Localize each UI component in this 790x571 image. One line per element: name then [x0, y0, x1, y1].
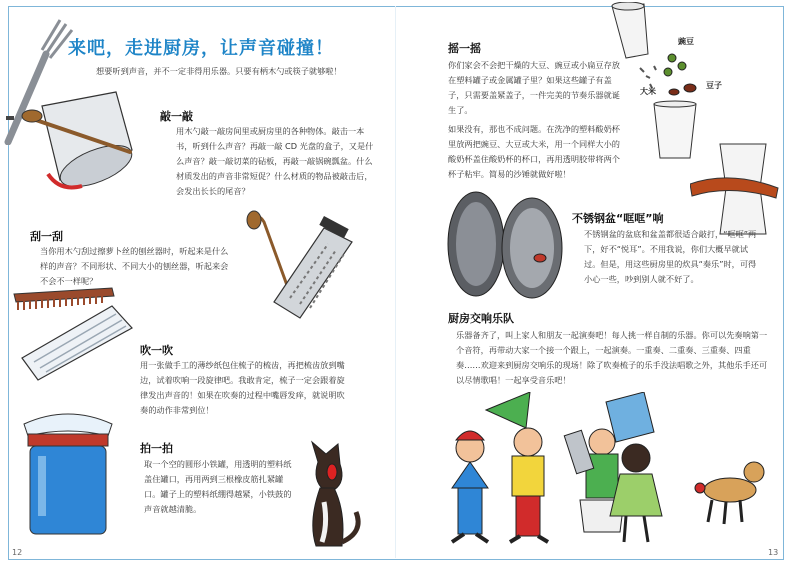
label-bean: 豆子	[706, 81, 722, 90]
comb-in-tissue-illustration	[16, 296, 136, 386]
kitchen-band-kids-illustration	[430, 392, 785, 547]
heading-knock: 敲一敲	[160, 110, 193, 123]
pot-with-spoon-illustration	[20, 86, 160, 196]
heading-shake: 摇一摇	[448, 42, 481, 55]
label-rice: 大米	[640, 87, 656, 96]
shaker-illustration	[690, 140, 780, 240]
page-number-right: 13	[768, 548, 779, 557]
text-blow: 用一张做手工的薄纱纸包住梳子的梳齿，再把梳齿放到嘴边，试着吹响一段旋律吧。我敢肯定，梳子一定会跟着旋律发出声音的！如果在吹奏的过程中嘴唇发痒，就说明吹奏的动作非常到位！	[140, 360, 345, 415]
page-title: 来吧，走进厨房，让声音碰撞！	[68, 38, 334, 59]
heading-band: 厨房交响乐队	[448, 312, 514, 325]
heading-pat: 拍一拍	[140, 442, 173, 455]
label-pea: 豌豆	[678, 37, 694, 46]
text-pat: 取一个空的圆形小铁罐，用透明的塑料纸盖住罐口，再用两到三根橡皮筋扎紧罐口。罐子上的塑料纸绷得越紧，小铁鼓的声音就越清脆。	[144, 459, 292, 514]
tin-can-drum-illustration	[18, 404, 118, 539]
heading-blow: 吹一吹	[140, 344, 173, 357]
heading-bowl: 不锈钢盆“哐哐”响	[572, 212, 664, 225]
page-number-left: 12	[12, 548, 23, 557]
cat-illustration	[298, 432, 368, 552]
text-shake-1: 你们家会不会把干燥的大豆、豌豆或小扁豆存放在塑料罐子或金属罐子里？如果这些罐子有盖子，只需要盖紧盖子，一件完美的节奏乐器就诞生了。	[448, 60, 620, 115]
text-knock: 用木勺敲一敲房间里或厨房里的各种物体。敲击一本书，听到什么声音？再敲一敲 CD 光盘的盒子，又是什么声音？敲一敲切菜的砧板，再敲一敲锅碗瓢盆。什么材质发出的声音非常短促？什么材质的物品被敲击后，会发出长长的尾音？	[176, 126, 374, 196]
intro-text: 想要听到声音，并不一定非得用乐器。只要有柄木勺或筷子就够啦！	[96, 66, 342, 76]
text-scrape: 当你用木勺刮过擦萝卜丝的刨丝器时，听起来是什么样的声音？不同形状、不同大小的刨丝器，听起来会不会不一样呢？	[40, 246, 229, 286]
steel-pot-lids-illustration	[444, 186, 566, 302]
text-shake-2: 如果没有，那也不成问题。在洗净的塑料酸奶杯里放两把豌豆、大豆或大米，用一个同样大小的酸奶杯盖住酸奶杯的杯口，再用透明胶带将两个杯子粘牢。简易的沙锤就做好啦！	[448, 124, 620, 179]
heading-scrape: 刮一刮	[30, 230, 63, 243]
text-band: 乐器备齐了，叫上家人和朋友一起演奏吧！每人挑一样自制的乐器。你可以先奏响第一个音符，再带动大家一个接一个跟上，一起演奏。一重奏、二重奏、三重奏、四重奏……欢迎来到厨房交响乐的现场！除了吹奏梳子的乐手没法唱歌之外，其他乐手还可以尽情歌唱！一起享受音乐吧！	[456, 330, 768, 385]
text-bowl: 不锈钢盆的盆底和盆盖都很适合敲打，“哐哐”两下，好不“悦耳”。不用我说，你们大概早就试过。但是，用这些厨房里的炊具“奏乐”时，可得小心一些，吵到别人就不好了。	[584, 229, 757, 284]
grater-with-spoon-illustration	[240, 208, 360, 328]
page-gutter	[395, 6, 396, 558]
